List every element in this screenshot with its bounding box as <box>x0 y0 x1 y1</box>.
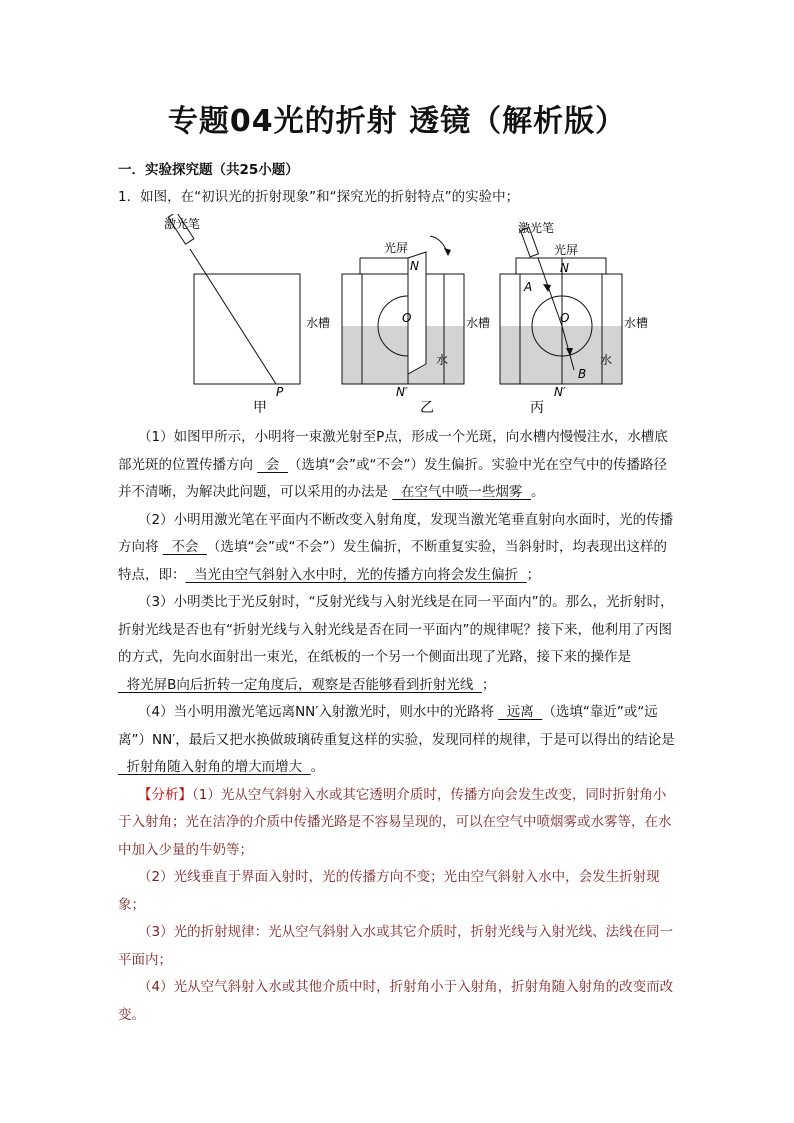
label-water-yi: 水 <box>436 353 449 367</box>
label-screen-yi: 光屏 <box>384 241 409 255</box>
label-O-yi: O <box>402 311 412 325</box>
answer-1-2: 在空气中喷一些烟雾 <box>392 484 531 500</box>
label-laser-jia: 激光笔 <box>164 217 201 231</box>
question-intro <box>118 185 519 205</box>
diagram-jia <box>164 214 330 416</box>
label-tank-bing: 水槽 <box>624 316 649 330</box>
analysis-2: （2）光线垂直于界面入射时，光的传播方向不变；光由空气斜射入水中，会发生折射现象； <box>118 869 660 913</box>
label-tank-yi: 水槽 <box>466 316 491 330</box>
question-body <box>118 424 678 1029</box>
label-screen-bing: 光屏 <box>554 243 579 257</box>
section-heading: 一．实验探究题（共25小题） <box>118 162 299 178</box>
answer-2-1: 不会 <box>162 539 207 555</box>
laser-beam-jia <box>190 249 276 384</box>
tank-jia <box>194 274 300 384</box>
label-N-yi: N <box>410 259 419 273</box>
experiment-figure <box>150 214 670 418</box>
diagram-yi <box>342 236 490 416</box>
part-4: （4）当小明用激光笔远离NN′入射激光时，则水中的光路将 远离 （选填“靠近”或“远离”）NN′，最后又把水换做玻璃砖重复这样的实验，发现同样的规律，于是可以得出的结论是 折射角随入射角的增大而增大 。 <box>118 704 675 775</box>
part-3: （3）小明类比于光反射时，“反射光线与入射光线是在同一平面内”的。那么，光折射时，折射光线是否也有“折射光线与入射光线是否在同一平面内”的规律呢？接下来，他利用了丙图的方式，先向水面射出一束光，在纸板的一个另一个侧面出现了光路，接下来的操作是 将光屏B向后折转一定角度后，观察是否能够看到折射光线 ； <box>118 594 674 693</box>
label-Nprime-bing: N′ <box>554 385 566 399</box>
label-jia: 甲 <box>253 400 267 416</box>
answer-3-1: 将光屏B向后折转一定角度后，观察是否能够看到折射光线 <box>118 676 482 693</box>
analysis-4: （4）光从空气斜射入水或其他介质中时，折射角小于入射角，折射角随入射角的改变而改变。 <box>118 979 674 1023</box>
incident-ray-bing <box>538 258 562 326</box>
label-Nprime-yi: N′ <box>396 385 408 399</box>
label-yi: 乙 <box>420 400 434 416</box>
rotate-arrow-yi <box>430 236 448 254</box>
question-number: 1． <box>118 189 141 205</box>
label-A: A <box>524 280 533 294</box>
answer-4-1: 远离 <box>498 704 543 720</box>
answer-1-1: 会 <box>257 456 288 473</box>
part-1: （1）如图甲所示，小明将一束激光射至P点，形成一个光斑，向水槽内慢慢注水，水槽底部光斑的位置传播方向 会 （选填“会”或“不会”）发生偏折。实验中光在空气中的传播路径并不清晰，为解决此问题，可以采用的办法是 在空气中喷一些烟雾 。 <box>118 429 668 500</box>
label-tank-jia: 水槽 <box>306 316 331 330</box>
page-title: 专题04光的折射 透镜（解析版） <box>167 104 627 139</box>
label-O-bing: O <box>560 311 570 325</box>
label-bing: 丙 <box>530 400 544 416</box>
label-P: P <box>276 385 284 399</box>
answer-2-2: 当光由空气斜射入水中时，光的传播方向将会发生偏折 <box>185 566 527 583</box>
analysis-tag: 【分析】 <box>138 786 192 803</box>
label-B: B <box>578 367 587 381</box>
part-2: （2）小明用激光笔在平面内不断改变入射角度，发现当激光笔垂直射向水面时，光的传播方向将 不会 （选填“会”或“不会”）发生偏折，不断重复实验，当斜射时，均表现出这样的特点，即： 当光由空气斜射入水中时，光的传播方向将会发生偏折 ； <box>118 511 674 583</box>
diagram-bing <box>500 220 648 416</box>
label-water-bing: 水 <box>600 353 613 367</box>
analysis-1: 【分析】（1）光从空气斜射入水或其它透明介质时，传播方向会发生改变，同时折射角小于入射角；光在洁净的介质中传播光路是不容易呈现的，可以在空气中喷烟雾或水雾等，在水中加入少量的牛奶等； <box>118 786 672 858</box>
label-N-bing: N <box>560 261 569 275</box>
question-text: 如图，在“初识光的折射现象”和“探究光的折射特点”的实验中； <box>140 189 520 205</box>
analysis-3: （3）光的折射规律：光从空气斜射入水或其它介质时，折射光线与入射光线、法线在同一平面内； <box>118 924 674 968</box>
label-laser-bing: 激光笔 <box>518 221 555 235</box>
answer-4-2: 折射角随入射角的增大而增大 <box>118 759 311 775</box>
